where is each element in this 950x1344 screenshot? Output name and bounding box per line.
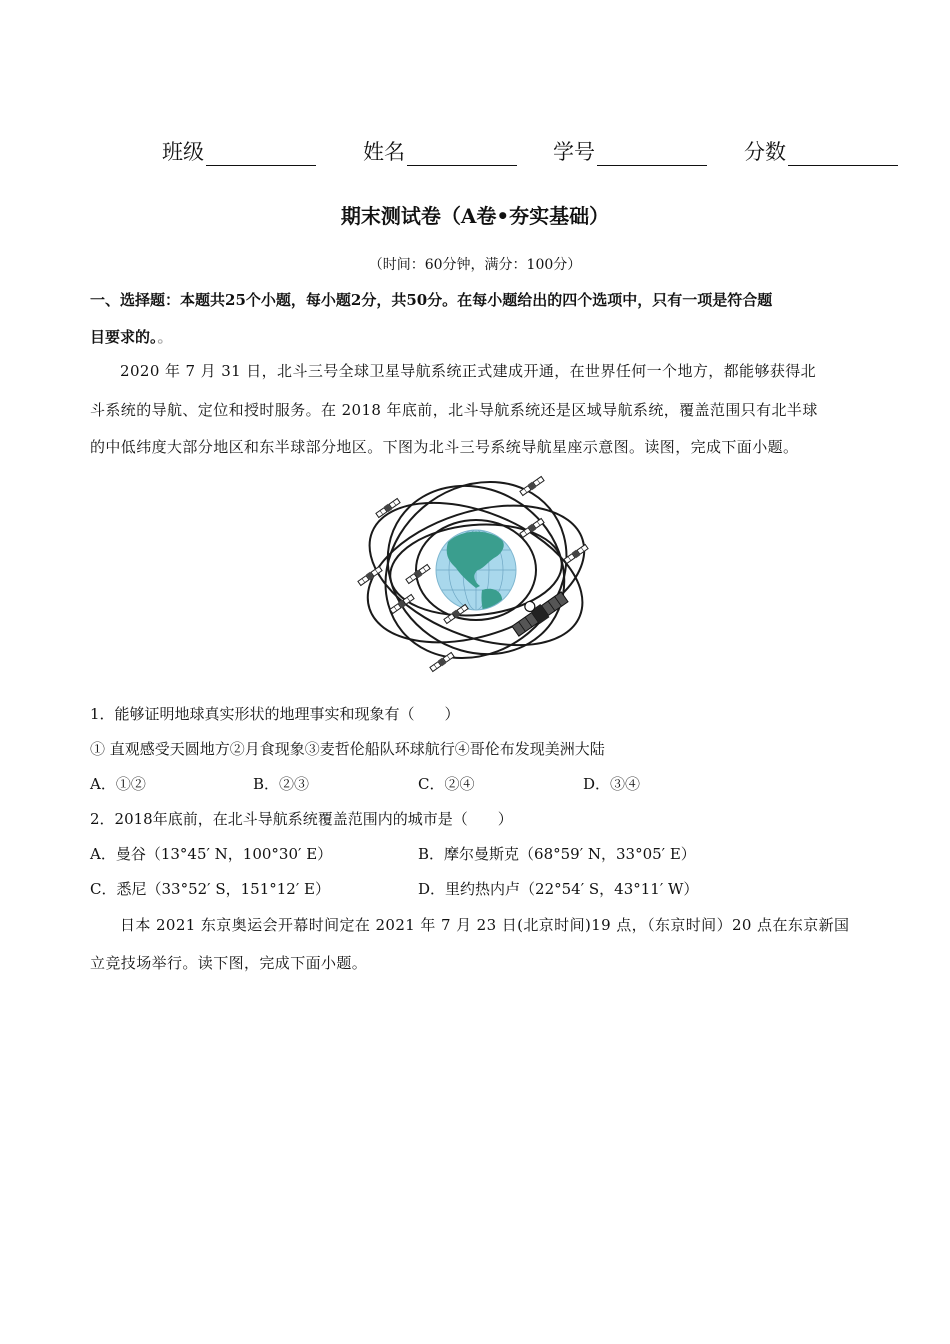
score-blank[interactable] [788, 143, 898, 166]
q1-stem: 1．能够证明地球真实形状的地理事实和现象有（ ） [90, 705, 460, 723]
exam-title: 期末测试卷（A卷•夯实基础） [340, 204, 610, 228]
class-blank[interactable] [206, 143, 316, 166]
q1-option-a[interactable]: A．①② [90, 775, 146, 793]
q2-option-b[interactable]: B．摩尔曼斯克（68°59′ N，33°05′ E） [418, 845, 696, 863]
class-field[interactable] [162, 136, 316, 166]
number-label: 学号 [553, 140, 595, 164]
q2-option-d[interactable]: D．里约热内卢（22°54′ S，43°11′ W） [418, 880, 699, 898]
section-instructions-line2 [90, 326, 173, 347]
passage1-line2: 斗系统的导航、定位和授时服务。在 2018 年底前，北斗导航系统还是区域导航系统，覆盖范围只有北半球 [90, 401, 818, 419]
q1-option-c[interactable]: C．②④ [418, 775, 475, 793]
passage2-line2: 立竞技场举行。读下图，完成下面小题。 [90, 954, 368, 972]
passage1-line1: 2020 年 7 月 31 日，北斗三号全球卫星导航系统正式建成开通，在世界任何一个地方，都能够获得北 [120, 362, 817, 380]
number-blank[interactable] [597, 143, 707, 166]
exam-subtitle: （时间：60分钟，满分：100分） [368, 257, 582, 273]
name-field[interactable] [363, 136, 517, 166]
class-label: 班级 [162, 140, 204, 164]
score-field[interactable] [744, 136, 898, 166]
q1-facts: ① 直观感受天圆地方②月食现象③麦哲伦船队环球航行④哥伦布发现美洲大陆 [90, 740, 605, 758]
q2-option-c[interactable]: C．悉尼（33°52′ S，151°12′ E） [90, 880, 330, 898]
number-field[interactable] [553, 136, 707, 166]
q2-stem: 2．2018年底前，在北斗导航系统覆盖范围内的城市是（ ） [90, 810, 513, 828]
score-label: 分数 [744, 140, 786, 164]
passage1-line3: 的中低纬度大部分地区和东半球部分地区。下图为北斗三号系统导航星座示意图。读图，完成下面小题。 [90, 438, 799, 456]
name-blank[interactable] [407, 143, 517, 166]
name-label: 姓名 [363, 140, 405, 164]
trailing-dot: 。 [157, 328, 173, 346]
q2-option-a[interactable]: A．曼谷（13°45′ N，100°30′ E） [90, 845, 333, 863]
beidou-constellation-diagram [352, 464, 600, 678]
q1-option-d[interactable]: D．③④ [583, 775, 641, 793]
q1-option-b[interactable]: B．②③ [253, 775, 310, 793]
section-instructions-line1: 一、选择题：本题共25个小题，每小题2分，共50分。在每小题给出的四个选项中，只有一项是符合题 [90, 291, 773, 309]
section-instructions-text: 目要求的。 [90, 328, 158, 346]
passage2-line1: 日本 2021 东京奥运会开幕时间定在 2021 年 7 月 23 日(北京时间)19 点，（东京时间）20 点在东京新国 [120, 916, 850, 934]
